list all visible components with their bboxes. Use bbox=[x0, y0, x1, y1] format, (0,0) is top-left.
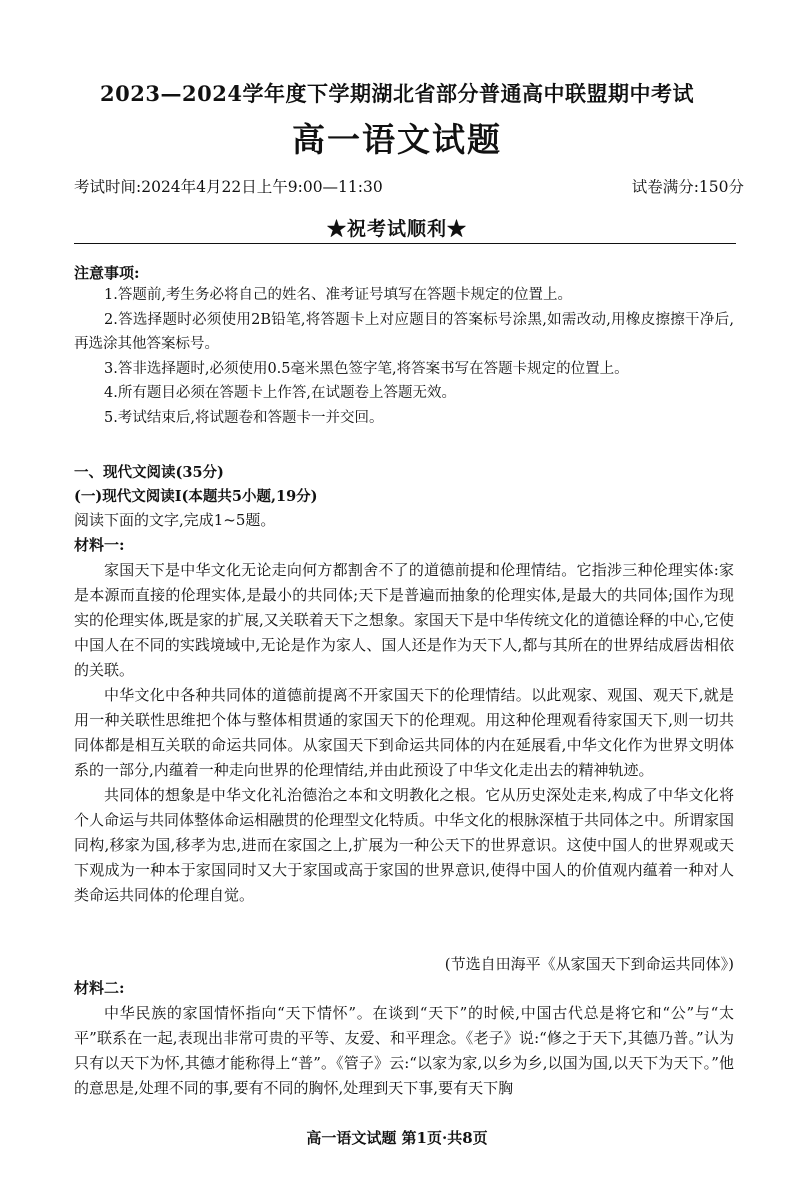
section-heading: 一、现代文阅读(35分) bbox=[74, 464, 224, 481]
material1-paragraph: 中华文化中各种共同体的道德前提离不开家国天下的伦理情结。以此观家、观国、观天下,就是用一种关联性思维把个体与整体相贯通的家国天下的伦理观。用这种伦理观看待家国天下,则一切共同体都是相互关联的命运共同体。从家国天下到命运共同体的内在延展看,中华文化作为世界文明体系的一部分,内蕴着一种走向世界的伦理情结,并由此预设了中华文化走出去的精神轨迹。 bbox=[74, 686, 734, 779]
notice-list bbox=[74, 283, 734, 430]
material1-paragraph: 家国天下是中华文化无论走向何方都割舍不了的道德前提和伦理情结。它指涉三种伦理实体:家是本源而直接的伦理实体,是最小的共同体;天下是普遍而抽象的伦理实体,是最大的共同体;国作为现实的伦理实体,既是家的扩展,又关联着天下之想象。家国天下是中华传统文化的道德诠释的中心,它使中国人在不同的实践境域中,无论是作为家人、国人还是作为天下人,都与其所在的世界结成唇齿相依的关联。 bbox=[74, 561, 734, 679]
material2-label: 材料二: bbox=[74, 979, 125, 997]
notice-heading: 注意事项: bbox=[74, 264, 140, 282]
reading-instruction: 阅读下面的文字,完成1~5题。 bbox=[74, 511, 276, 529]
material1-source: (节选自田海平《从家国天下到命运共同体》) bbox=[444, 955, 734, 973]
header-divider bbox=[74, 243, 736, 244]
blessing-banner: ★祝考试顺利★ bbox=[326, 218, 467, 240]
notice-item: 5.考试结束后,将试题卷和答题卡一并交回。 bbox=[104, 409, 384, 426]
subsection-heading: (一)现代文阅读Ⅰ(本题共5小题,19分) bbox=[74, 488, 318, 505]
material1-paragraph: 共同体的想象是中华文化礼治德治之本和文明教化之根。它从历史深处走来,构成了中华文化将个人命运与共同体整体命运相融贯的伦理型文化特质。中华文化的根脉深植于共同体之中。所谓家国同构,移家为国,移孝为忠,进而在家国之上,扩展为一种公天下的世界意识。这使中国人的世界观或天下观成为一种本于家国同时又大于家国或高于家国的世界意识,使得中国人的价值观内蕴着一种对人类命运共同体的伦理自觉。 bbox=[74, 786, 735, 904]
material1-label: 材料一: bbox=[74, 536, 125, 554]
material2-paragraph: 中华民族的家国情怀指向“天下情怀”。在谈到“天下”的时候,中国古代总是将它和“公”与“太平”联系在一起,表现出非常可贵的平等、友爱、和平理念。《老子》说:“修之于天下,其德乃普。”认为只有以天下为怀,其德才能称得上“普”。《管子》云:“以家为家,以乡为乡,以国为国,以天下为天下。”他的意思是,处理不同的事,要有不同的胸怀,处理到天下事,要有天下胸 bbox=[74, 1004, 734, 1097]
subject-title: 高一语文试题 bbox=[292, 120, 502, 159]
full-score: 试卷满分:150分 bbox=[631, 178, 744, 196]
notice-item: 2.答选择题时必须使用2B铅笔,将答题卡上对应题目的答案标号涂黑,如需改动,用橡皮擦擦干净后,再选涂其他答案标号。 bbox=[74, 311, 734, 352]
material2-body bbox=[74, 1001, 734, 1101]
exam-time: 考试时间:2024年4月22日上午9:00—11:30 bbox=[74, 178, 383, 196]
exam-meta-row bbox=[74, 175, 744, 197]
exam-title: 2023—2024学年度下学期湖北省部分普通高中联盟期中考试 bbox=[100, 81, 694, 106]
notice-item: 4.所有题目必须在答题卡上作答,在试题卷上答题无效。 bbox=[104, 385, 456, 401]
notice-item: 1.答题前,考生务必将自己的姓名、准考证号填写在答题卡规定的位置上。 bbox=[104, 287, 572, 303]
page-footer: 高一语文试题 第1页·共8页 bbox=[306, 1129, 488, 1147]
notice-item: 3.答非选择题时,必须使用0.5毫米黑色签字笔,将答案书写在答题卡规定的位置上。 bbox=[104, 360, 629, 377]
material1-body bbox=[74, 558, 734, 908]
